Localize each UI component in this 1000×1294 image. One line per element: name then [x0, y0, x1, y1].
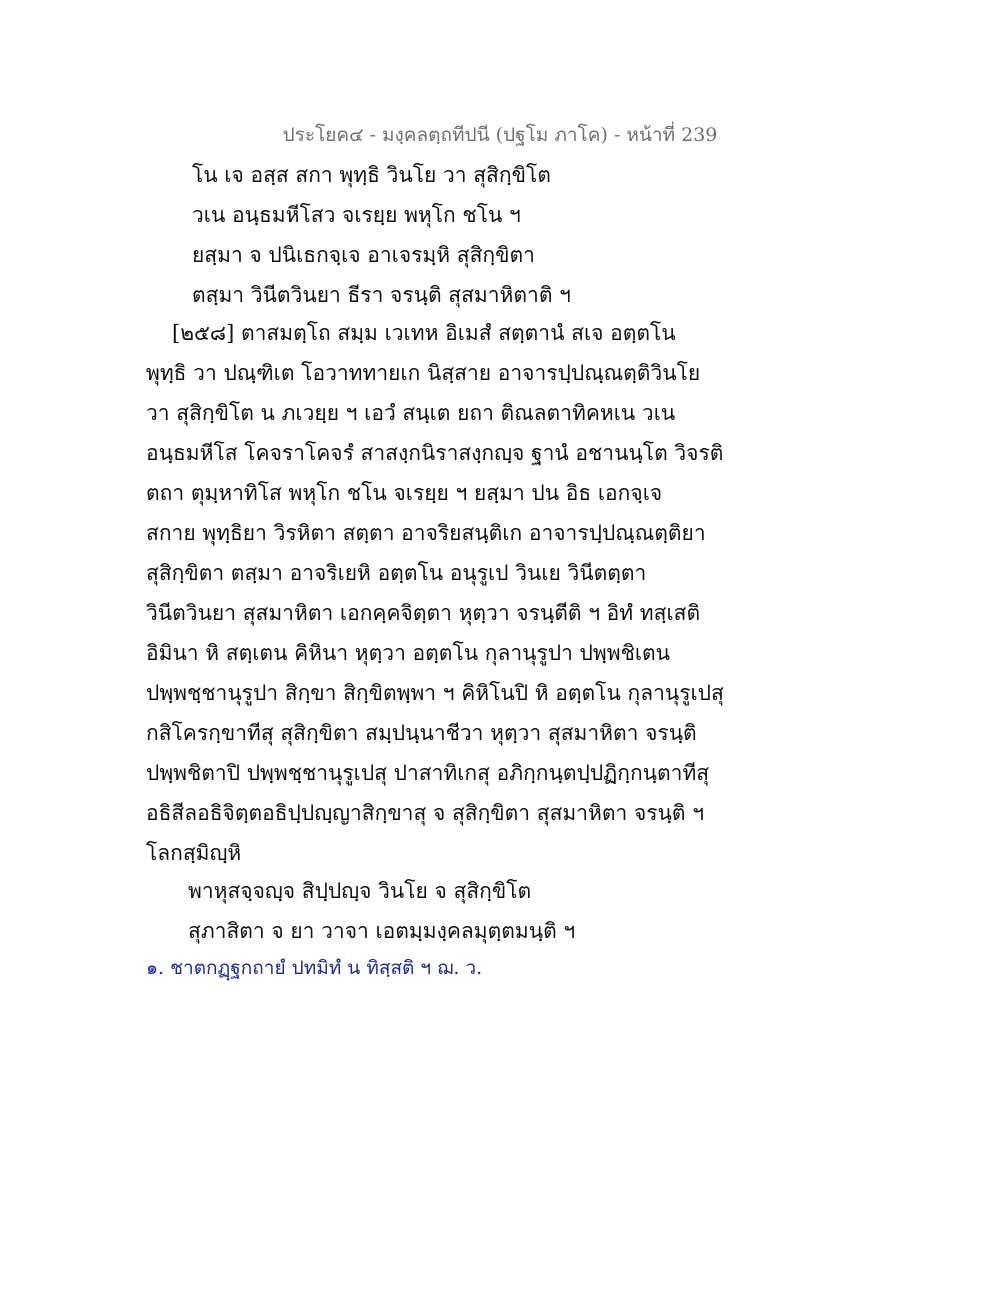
paragraph-line: พุทฺธิ วา ปณฺฑิเต โอวาททายเก นิสฺสาย อาจารปฺปณฺณตฺติวินโย: [146, 361, 701, 385]
footnote: ๑. ชาตกฏฺฐกถายํ ปทมิทํ น ทิสฺสติ ฯ ฌ. ว.: [146, 957, 483, 979]
verse-line: วเน อนฺธมหีโสว จเรยฺย พหุโก ชโน ฯ: [192, 203, 521, 227]
paragraph-line: อนฺธมหีโส โคจราโคจรํ สาสงฺกนิราสงฺกญฺจ ฐานํ อชานนฺโต วิจรติ: [146, 441, 724, 465]
verse-line: สุภาสิตา จ ยา วาจา เอตมฺมงฺคลมุตฺตมนฺติ ฯ: [188, 919, 576, 943]
verse-line: โน เจ อสฺส สกา พุทฺธิ วินโย วา สุสิกฺขิโต: [192, 163, 551, 187]
paragraph-line: ปพฺพชฺชานุรูปา สิกฺขา สิกฺขิตพฺพา ฯ คิหิโนปิ หิ อตฺตโน กุลานุรูเปสุ: [146, 681, 724, 705]
running-header: ประโยค๔ - มงฺคลตฺถทีปนี (ปฐโม ภาโค) - หน้าที่ 239: [282, 124, 718, 146]
paragraph-line: กสิโครกฺขาทีสุ สุสิกฺขิตา สมฺปนฺนาชีวา หุตฺวา สุสมาหิตา จรนฺติ: [146, 721, 697, 745]
paragraph-line: สกาย พุทฺธิยา วิรหิตา สตฺตา อาจริยสนฺติเก อาจารปฺปณฺณตฺติยา: [146, 521, 706, 545]
paragraph-line: โลกสฺมิญฺหิ: [146, 841, 242, 865]
verse-line: ตสฺมา วินีตวินยา ธีรา จรนฺติ สุสมาหิตาติ ฯ: [192, 283, 571, 307]
paragraph-line: อิมินา หิ สตฺเตน คิหินา หุตฺวา อตฺตโน กุลานุรูปา ปพฺพชิเตน: [146, 641, 670, 665]
paragraph-line: วินีตวินยา สุสมาหิตา เอกคฺคจิตฺตา หุตฺวา จรนฺตีติ ฯ อิทํ ทสฺเสติ: [146, 601, 701, 625]
paragraph-line: ตถา ตุมฺหาทิโส พหุโก ชโน จเรยฺย ฯ ยสฺมา ปน อิธ เอกจฺเจ: [146, 481, 663, 505]
paragraph-line: [๒๕๘] ตาสมตฺโถ สมฺม เวเทห อิเมสํ สตฺตานํ สเจ อตฺตโน: [172, 321, 676, 345]
verse-line: ยสฺมา จ ปนิเธกจฺเจ อาเจรมฺหิ สุสิกฺขิตา: [192, 243, 535, 267]
paragraph-line: ปพฺพชิตาปิ ปพฺพชฺชานุรูเปสุ ปาสาทิเกสุ อภิกฺกนฺตปฺปฏิกฺกนฺตาทีสุ: [146, 761, 710, 785]
verse-line: พาหุสจฺจญฺจ สิปฺปญฺจ วินโย จ สุสิกฺขิโต: [188, 879, 532, 903]
paragraph-line: อธิสีลอธิจิตฺตอธิปฺปญฺญาสิกฺขาสุ จ สุสิกฺขิตา สุสมาหิตา จรนฺติ ฯ: [146, 801, 705, 825]
paragraph-line: วา สุสิกฺขิโต น ภเวยฺย ฯ เอวํ สนฺเต ยถา ติณลตาทิคหเน วเน: [146, 401, 676, 425]
paragraph-line: สุสิกฺขิตา ตสฺมา อาจริเยหิ อตฺตโน อนุรูเป วินเย วินีตตฺตา: [146, 561, 647, 585]
